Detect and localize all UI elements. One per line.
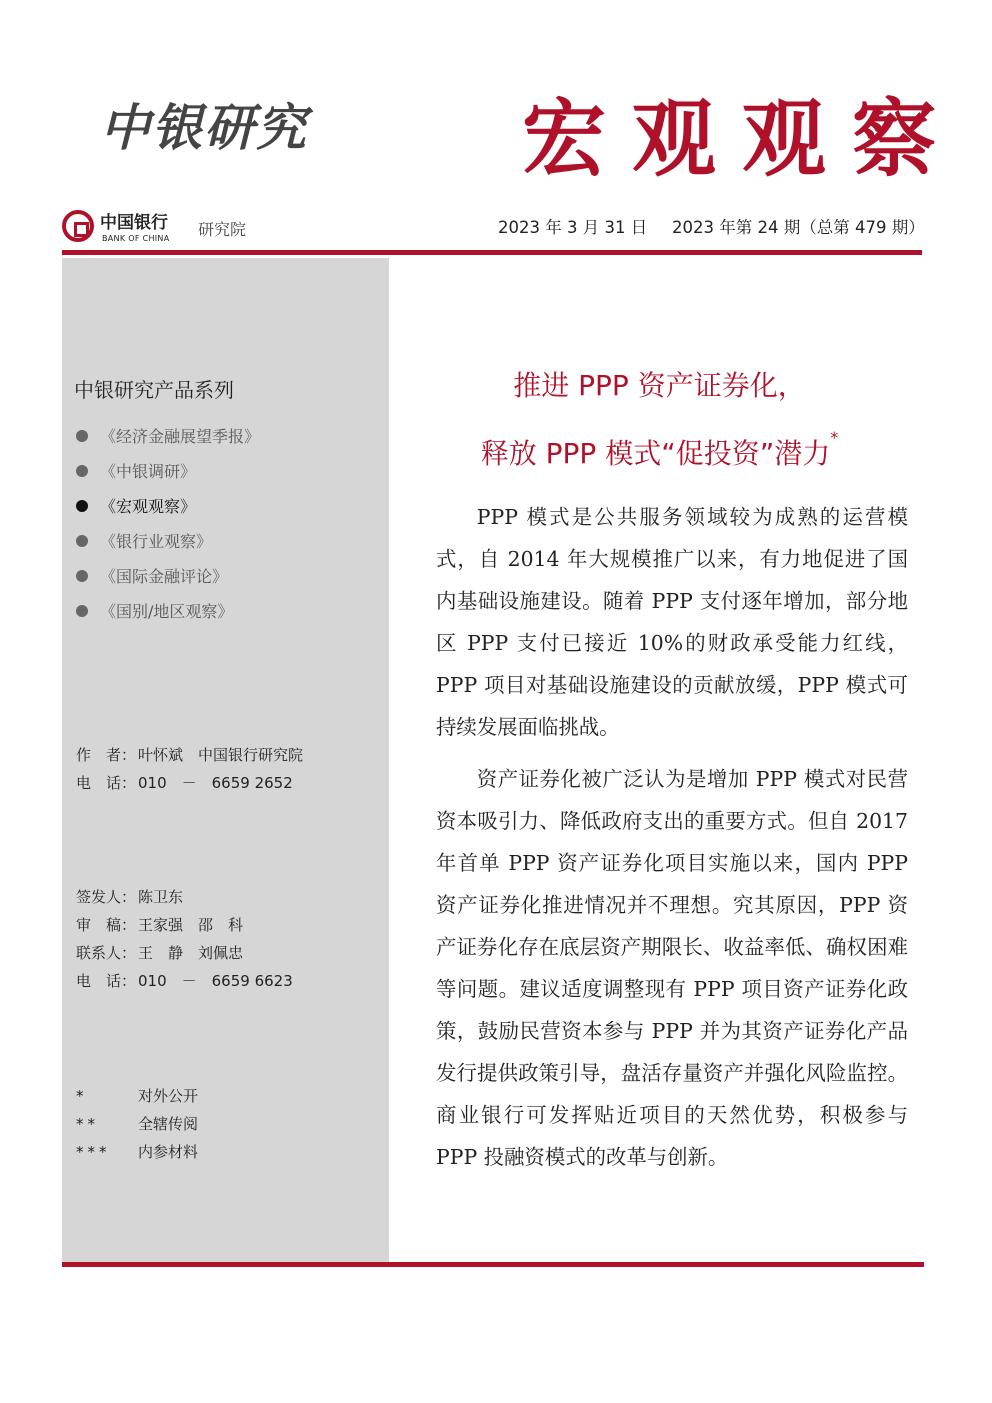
phone-value: 010 － 6659 2652 <box>138 774 293 792</box>
article-title-mark: * <box>830 428 839 447</box>
report-series-title: 宏观观察 <box>522 90 963 188</box>
logo-name: 中国银行 <box>100 213 168 233</box>
series-item <box>74 523 260 558</box>
article-body <box>436 496 908 1188</box>
series-item-label: 《宏观观察》 <box>100 497 197 516</box>
bank-of-china-emblem-icon <box>62 210 94 242</box>
editorial-info <box>76 883 293 995</box>
note-mark: *** <box>76 1143 111 1161</box>
header-divider <box>62 250 922 255</box>
distribution-note <box>76 1110 198 1138</box>
note-text: 对外公开 <box>138 1087 199 1105</box>
note-text: 内参材料 <box>138 1143 199 1161</box>
series-item-label: 《国别/地区观察》 <box>100 602 234 621</box>
bullet-icon <box>76 605 88 617</box>
contact-label: 联系人： <box>76 944 137 962</box>
article-title-text: 释放 PPP 模式“促投资”潜力 <box>480 437 831 470</box>
series-item <box>74 593 260 628</box>
bullet-icon <box>76 535 88 547</box>
issue-number: 2023 年第 24 期（总第 479 期） <box>672 218 925 237</box>
bullet-icon <box>76 500 88 512</box>
note-text: 全辖传阅 <box>138 1115 199 1133</box>
signer-label: 签发人： <box>76 888 137 906</box>
series-item-label: 《经济金融展望季报》 <box>100 427 261 446</box>
author-info <box>76 741 303 797</box>
series-item-label: 《银行业观察》 <box>100 532 213 551</box>
distribution-note <box>76 1082 198 1110</box>
distribution-notes <box>76 1082 198 1166</box>
series-item-label: 《国际金融评论》 <box>100 567 229 586</box>
series-item <box>74 453 260 488</box>
footer-divider <box>62 1262 924 1267</box>
note-mark: * <box>76 1087 88 1105</box>
phone-label: 电 话： <box>76 972 137 990</box>
bullet-icon <box>76 570 88 582</box>
brand-script-logo: 中银研究 <box>100 98 308 157</box>
phone-value: 010 － 6659 6623 <box>138 972 293 990</box>
series-item <box>74 488 260 523</box>
bullet-icon <box>76 430 88 442</box>
author-label: 作 者： <box>76 746 137 764</box>
series-title: 中银研究产品系列 <box>74 378 234 402</box>
article-title-line1: 推进 PPP 资产证券化， <box>513 369 806 402</box>
distribution-note <box>76 1138 198 1166</box>
article-paragraph: 资产证券化被广泛认为是增加 PPP 模式对民营资本吸引力、降低政府支出的重要方式。但自 2017 年首单 PPP 资产证券化项目实施以来，国内 PPP 资产证券化推进情况并不理想。究其原因，PPP 资产证券化存在底层资产期限长、收益率低、确权困难等问题。建议适度调整现有 PPP 项目资产证券化政策，鼓励民营资本参与 PPP 并为其资产证券化产品发行提供政策引导，盘活存量资产并强化风险监控。商业银行可发挥贴近项目的天然优势，积极参与 PPP 投融资模式的改革与创新。 <box>436 767 908 1169</box>
article-paragraph: PPP 模式是公共服务领域较为成熟的运营模式，自 2014 年大规模推广以来，有力地促进了国内基础设施建设。随着 PPP 支付逐年增加，部分地区 PPP 支付已接近 10%的财政承受能力红线，PPP 项目对基础设施建设的贡献放缓，PPP 模式可持续发展面临挑战。 <box>436 505 908 739</box>
reviewer-label: 审 稿： <box>76 916 137 934</box>
series-item <box>74 558 260 593</box>
phone-label: 电 话： <box>76 774 137 792</box>
logo-english-name: BANK OF CHINA <box>102 234 170 243</box>
signer-value: 陈卫东 <box>138 888 184 906</box>
institute-label: 研究院 <box>198 220 247 239</box>
contact-value: 王 静 刘佩忠 <box>138 944 244 962</box>
note-mark: ** <box>76 1115 99 1133</box>
publish-date: 2023 年 3 月 31 日 <box>498 218 648 237</box>
series-item-label: 《中银调研》 <box>100 462 197 481</box>
series-item <box>74 418 260 453</box>
bank-logo <box>62 208 180 246</box>
author-value: 叶怀斌 中国银行研究院 <box>138 746 304 764</box>
reviewer-value: 王家强 邵 科 <box>138 916 244 934</box>
series-list <box>74 418 260 628</box>
article-title-line2 <box>392 428 927 472</box>
bullet-icon <box>76 465 88 477</box>
